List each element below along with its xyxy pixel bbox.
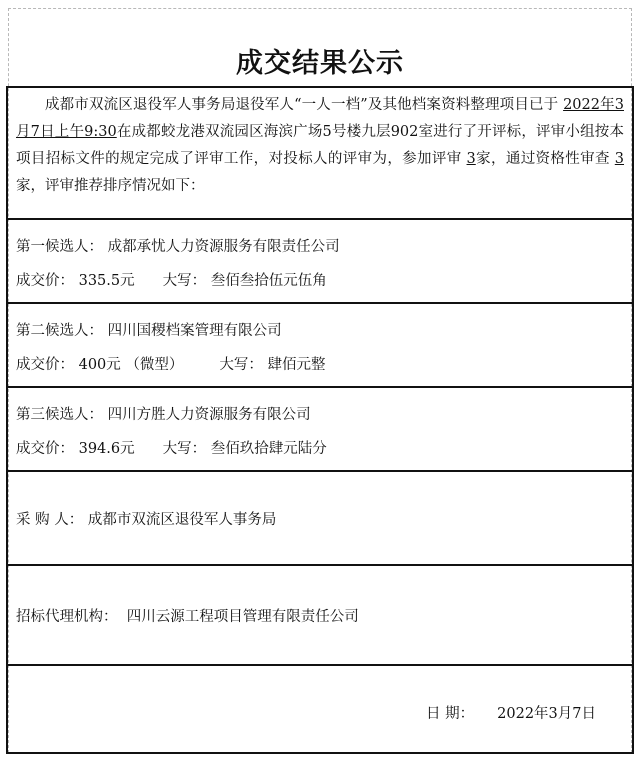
- candidate-price-line: [16, 264, 624, 298]
- upper-amount: 肆佰元整: [267, 357, 326, 373]
- page-title: 成交结果公示: [236, 48, 404, 79]
- intro-after-date: 在成都蛟龙港双流园区海滨广场5号楼九层902室进行了开评标，评审小组按本项目招标文件的规定完成了评审工作，对投标人的评审为，参加评审: [16, 124, 624, 167]
- upper-label: 大写：: [219, 357, 263, 373]
- purchaser-label: 采 购 人：: [16, 511, 84, 528]
- qualified-count: 3: [614, 151, 625, 167]
- date-value: 2022年3月7日: [497, 706, 596, 722]
- price-value: 394.6元: [78, 441, 135, 457]
- candidate-name-line: [16, 230, 624, 264]
- candidate-price-line: [16, 432, 624, 466]
- price-label: 成交价：: [16, 273, 74, 289]
- result-table: [6, 86, 634, 754]
- price-value: 335.5元: [78, 273, 135, 289]
- price-label: 成交价：: [16, 441, 74, 457]
- upper-label: 大写：: [162, 441, 207, 457]
- candidate-name: 成都承忧人力资源服务有限责任公司: [107, 239, 340, 255]
- date-row: [8, 666, 632, 752]
- upper-amount: 叁佰玖拾肆元陆分: [210, 441, 327, 457]
- upper-amount: 叁佰叁拾伍元伍角: [210, 273, 327, 289]
- candidate-name: 四川方胜人力资源服务有限公司: [107, 407, 311, 423]
- intro-after-participants: 家，通过资格性审查: [475, 151, 610, 167]
- candidate-name: 四川国稷档案管理有限公司: [107, 323, 282, 339]
- purchaser-value: 成都市双流区退役军人事务局: [87, 511, 277, 528]
- price-value: 400元: [78, 357, 121, 373]
- upper-label: 大写：: [162, 273, 207, 289]
- candidate-row-3: [8, 388, 632, 472]
- candidate-rank-label: 第一候选人：: [16, 239, 103, 255]
- candidate-price-line: [16, 348, 624, 382]
- bid-date-time: 2022年3月7日上午9:30: [16, 97, 624, 140]
- candidate-rank-label: 第三候选人：: [16, 407, 103, 423]
- announcement-date: [426, 702, 596, 723]
- intro-paragraph: [16, 92, 624, 200]
- candidate-name-line: [16, 314, 624, 348]
- intro-end: 家，评审推荐排序情况如下：: [16, 178, 205, 194]
- participant-count: 3: [466, 151, 476, 167]
- agency-value: 四川云源工程项目管理有限责任公司: [126, 608, 359, 625]
- agency-row: [8, 566, 632, 666]
- candidate-row-1: [8, 220, 632, 304]
- purchaser-row: [8, 472, 632, 566]
- candidate-name-line: [16, 398, 624, 432]
- intro-before-date: 成都市双流区退役军人事务局退役军人“一人一档”及其他档案资料整理项目已于: [45, 97, 559, 113]
- enterprise-size-note: （微型）: [125, 357, 184, 373]
- price-label: 成交价：: [16, 357, 74, 373]
- agency-label: 招标代理机构：: [16, 608, 118, 625]
- intro-row: [8, 88, 632, 220]
- candidate-rank-label: 第二候选人：: [16, 323, 103, 339]
- date-label: 日 期：: [425, 706, 475, 722]
- candidate-row-2: [8, 304, 632, 388]
